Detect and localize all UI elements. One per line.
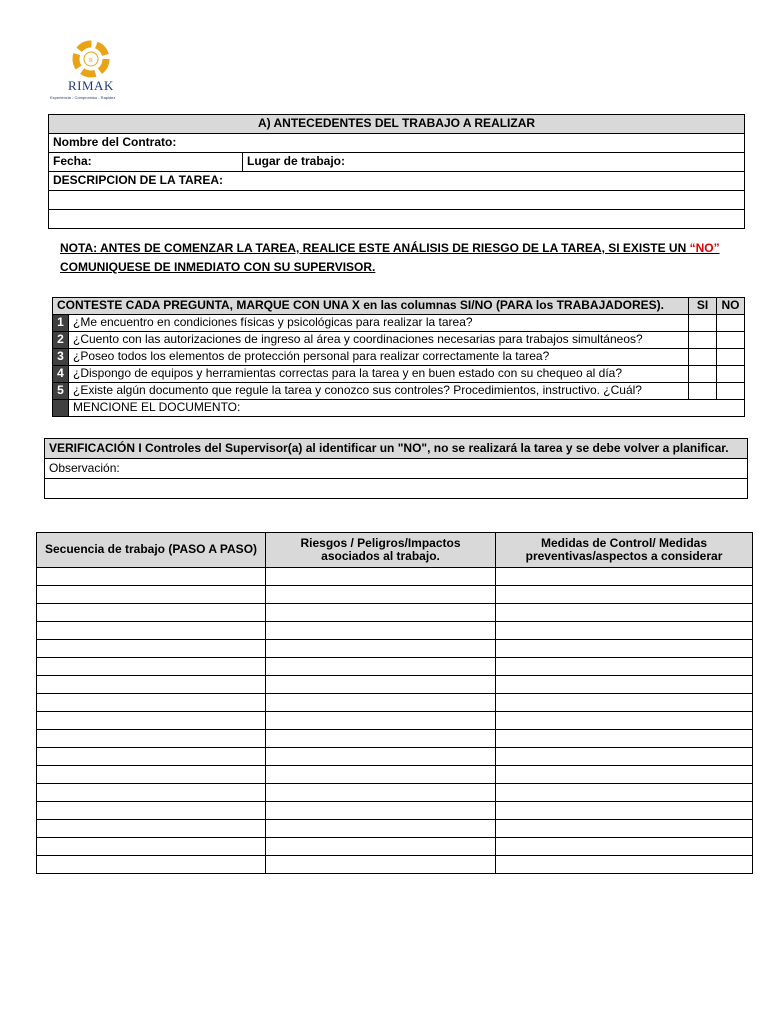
riesgos-cell[interactable] (266, 766, 496, 784)
question-number: 1 (53, 315, 69, 332)
medidas-cell[interactable] (496, 802, 753, 820)
svg-text:R: R (88, 58, 94, 64)
descripcion-line-2[interactable] (49, 210, 745, 229)
medidas-cell[interactable] (496, 622, 753, 640)
no-header: NO (717, 298, 745, 315)
si-checkbox[interactable] (689, 349, 717, 366)
company-logo (48, 40, 138, 104)
no-checkbox[interactable] (717, 366, 745, 383)
secuencia-cell[interactable] (37, 622, 266, 640)
secuencia-cell[interactable] (37, 748, 266, 766)
question-text: ¿Poseo todos los elementos de protección personal para realizar correctamente la tarea? (69, 349, 689, 366)
medidas-cell[interactable] (496, 856, 753, 874)
preguntas-header: CONTESTE CADA PREGUNTA, MARQUE CON UNA X en las columnas SI/NO (PARA los TRABAJADORES). (53, 298, 689, 315)
riesgos-cell[interactable] (266, 748, 496, 766)
riesgos-cell[interactable] (266, 712, 496, 730)
no-checkbox[interactable] (717, 349, 745, 366)
medidas-cell[interactable] (496, 748, 753, 766)
riesgos-cell[interactable] (266, 640, 496, 658)
question-text: ¿Dispongo de equipos y herramientas correctas para la tarea y en buen estado con su chequeo al día? (69, 366, 689, 383)
secuencia-cell[interactable] (37, 730, 266, 748)
secuencia-cell[interactable] (37, 640, 266, 658)
secuencia-cell[interactable] (37, 802, 266, 820)
table-row (37, 748, 753, 766)
verificacion-title: VERIFICACIÓN I Controles del Supervisor(a) al identificar un "NO", no se realizará la tarea y se debe volver a planificar. (45, 439, 748, 459)
medidas-cell[interactable] (496, 658, 753, 676)
question-number: 2 (53, 332, 69, 349)
table-row (37, 766, 753, 784)
secuencia-cell[interactable] (37, 586, 266, 604)
secuencia-body (37, 568, 753, 874)
table-row (37, 568, 753, 586)
riesgos-cell[interactable] (266, 838, 496, 856)
secuencia-cell[interactable] (37, 784, 266, 802)
observacion-line[interactable] (45, 479, 748, 499)
logo-tagline: Experiencia - Compromiso - Rapidez (50, 95, 116, 100)
riesgos-cell[interactable] (266, 658, 496, 676)
riesgos-cell[interactable] (266, 622, 496, 640)
question-text: ¿Existe algún documento que regule la tarea y conozco sus controles? Procedimientos, instructivo. ¿Cuál? (69, 383, 689, 400)
si-checkbox[interactable] (689, 383, 717, 400)
riesgos-cell[interactable] (266, 586, 496, 604)
riesgos-cell[interactable] (266, 730, 496, 748)
secuencia-cell[interactable] (37, 568, 266, 586)
riesgos-cell[interactable] (266, 784, 496, 802)
riesgos-cell[interactable] (266, 820, 496, 838)
descripcion-field[interactable]: DESCRIPCION DE LA TAREA: (49, 172, 745, 191)
riesgos-cell[interactable] (266, 856, 496, 874)
documento-field[interactable]: MENCIONE EL DOCUMENTO: (69, 400, 745, 417)
medidas-cell[interactable] (496, 604, 753, 622)
question-text: ¿Me encuentro en condiciones físicas y psicológicas para realizar la tarea? (69, 315, 689, 332)
riesgos-header: Riesgos / Peligros/Impactos asociados al trabajo. (266, 533, 496, 568)
nota-suffix: COMUNIQUESE DE INMEDIATO CON SU SUPERVISOR. (60, 260, 376, 274)
medidas-cell[interactable] (496, 676, 753, 694)
medidas-cell[interactable] (496, 640, 753, 658)
secuencia-cell[interactable] (37, 856, 266, 874)
secuencia-cell[interactable] (37, 658, 266, 676)
nota-warning (60, 239, 740, 277)
verificacion-table (44, 438, 748, 499)
question-number: 4 (53, 366, 69, 383)
secuencia-cell[interactable] (37, 820, 266, 838)
observacion-field[interactable]: Observación: (45, 459, 748, 479)
preguntas-table (52, 297, 745, 417)
nota-prefix: NOTA: ANTES DE COMENZAR LA TAREA, REALICE ESTE ANÁLISIS DE RIESGO DE LA TAREA, SI EXISTE UN (60, 241, 690, 255)
secuencia-cell[interactable] (37, 712, 266, 730)
riesgos-cell[interactable] (266, 694, 496, 712)
medidas-cell[interactable] (496, 766, 753, 784)
si-checkbox[interactable] (689, 332, 717, 349)
question-text: ¿Cuento con las autorizaciones de ingreso al área y coordinaciones necesarias para trabajos simultáneos? (69, 332, 689, 349)
table-row (37, 676, 753, 694)
si-checkbox[interactable] (689, 315, 717, 332)
secuencia-table (36, 532, 753, 874)
secuencia-cell[interactable] (37, 694, 266, 712)
table-row (37, 658, 753, 676)
riesgos-cell[interactable] (266, 568, 496, 586)
medidas-cell[interactable] (496, 694, 753, 712)
table-row (37, 838, 753, 856)
medidas-cell[interactable] (496, 784, 753, 802)
medidas-cell[interactable] (496, 712, 753, 730)
table-row (37, 586, 753, 604)
logo-brand: RIMAK (68, 78, 114, 93)
lugar-field[interactable]: Lugar de trabajo: (243, 153, 745, 172)
descripcion-line-1[interactable] (49, 191, 745, 210)
si-checkbox[interactable] (689, 366, 717, 383)
rimak-logo-icon (72, 40, 110, 78)
medidas-header: Medidas de Control/ Medidas preventivas/aspectos a considerar (496, 533, 753, 568)
antecedentes-title: A) ANTECEDENTES DEL TRABAJO A REALIZAR (49, 115, 745, 134)
table-row (37, 856, 753, 874)
medidas-cell[interactable] (496, 568, 753, 586)
medidas-cell[interactable] (496, 730, 753, 748)
question-number: 3 (53, 349, 69, 366)
question-number-blank (53, 400, 69, 417)
secuencia-cell[interactable] (37, 766, 266, 784)
table-row (37, 640, 753, 658)
si-header: SI (689, 298, 717, 315)
nota-highlight: “NO” (689, 241, 720, 255)
table-row (37, 622, 753, 640)
medidas-cell[interactable] (496, 838, 753, 856)
table-row (37, 784, 753, 802)
no-checkbox[interactable] (717, 332, 745, 349)
table-row (37, 820, 753, 838)
secuencia-cell[interactable] (37, 676, 266, 694)
secuencia-cell[interactable] (37, 604, 266, 622)
question-number: 5 (53, 383, 69, 400)
table-row (37, 604, 753, 622)
table-row (37, 712, 753, 730)
riesgos-cell[interactable] (266, 604, 496, 622)
antecedentes-table (48, 114, 745, 229)
table-row (37, 730, 753, 748)
no-checkbox[interactable] (717, 315, 745, 332)
contrato-field[interactable]: Nombre del Contrato: (49, 134, 745, 153)
secuencia-header: Secuencia de trabajo (PASO A PASO) (37, 533, 266, 568)
table-row (37, 802, 753, 820)
riesgos-cell[interactable] (266, 802, 496, 820)
medidas-cell[interactable] (496, 820, 753, 838)
fecha-field[interactable]: Fecha: (49, 153, 243, 172)
riesgos-cell[interactable] (266, 676, 496, 694)
table-row (37, 694, 753, 712)
no-checkbox[interactable] (717, 383, 745, 400)
secuencia-cell[interactable] (37, 838, 266, 856)
medidas-cell[interactable] (496, 586, 753, 604)
